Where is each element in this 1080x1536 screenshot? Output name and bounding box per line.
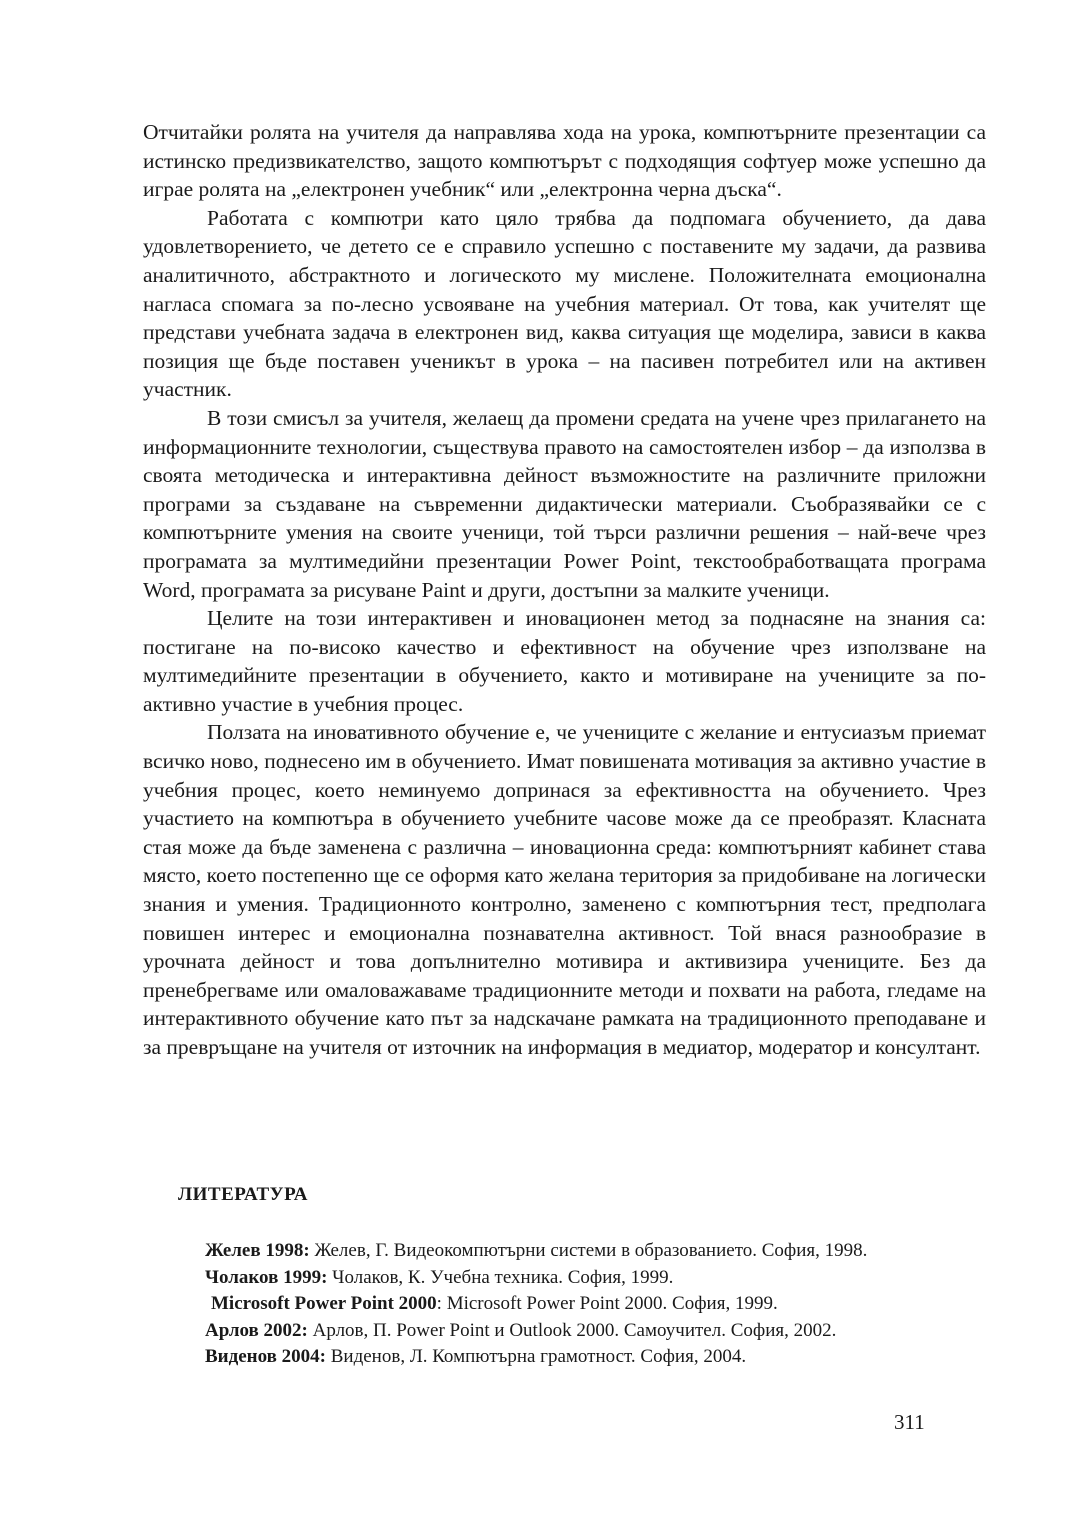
reference-label: Виденов 2004:: [205, 1346, 326, 1367]
reference-text: Желев, Г. Видеокомпютърни системи в образованието. София, 1998.: [309, 1240, 868, 1261]
reference-item: [205, 1238, 1005, 1265]
reference-text: Арлов, П. Power Point и Outlook 2000. Самоучител. София, 2002.: [307, 1319, 837, 1341]
references-list: [205, 1238, 1005, 1371]
paragraph-1: Отчитайки ролята на учителя да направлява хода на урока, компютърните презентации са истинско предизвикателство, защото компютърът с подходящия софтуер може успешно да играе ролята на „електронен учебник“ или „електронна черна дъска“.: [143, 120, 986, 202]
paragraph-5: Ползата на иновативното обучение е, че учениците с желание и ентусиазъм приемат всичко ново, поднесено им в обучението. Имат повишената мотивация за активно участие в учебния процес, което неминуемо допринася за ефективността на обучението. Чрез участието на компютъра в обучението учебните часове може да се преобразят. Класната стая може да бъде заменена с различна – иновационна среда: компютърният кабинет става място, което постепенно ще се оформя като желана територия за придобиване на логически знания и умения. Традиционното контролно, заменено с компютърния тест, предполага повишен интерес и емоционална познавателна активност. Той внася разнообразие в урочната дейност и това допълнително мотивира и активизира учениците. Без да пренебрегваме или омаловажаваме традиционните методи и похвати на работа, гледаме на интерактивното обучение като път за надскачане рамката на традиционното преподаване и за превръщане на учителя от източник на информация в медиатор, модератор и консултант.: [143, 720, 986, 1059]
reference-text: : Microsoft Power Point 2000. София, 1999.: [436, 1293, 778, 1314]
references-heading: ЛИТЕРАТУРА: [178, 1184, 309, 1205]
reference-label: Арлов 2002:: [205, 1319, 308, 1341]
reference-item: [205, 1291, 1005, 1318]
body-text: [143, 118, 986, 1062]
reference-item: [205, 1344, 1005, 1371]
page-number: 311: [894, 1410, 925, 1434]
paragraph-4: Целите на този интерактивен и иновационен метод за поднасяне на знания са: постигане на по-високо качество и ефективност на обучение чрез използване на мултимедийните презентации в обучението, както и мотивиране на учениците за по-активно участие в учебния процес.: [143, 606, 986, 716]
paragraph-3: В този смисъл за учителя, желаещ да промени средата на учене чрез прилагането на информационните технологии, съществува правото на самостоятелен избор – да използва в своята методическа и интерактивна дейност възможностите на различните приложни програми за създаване на съвременни дидактически материали. Съобразявайки се с компютърните умения на своите ученици, той търси различни решения – най-вече чрез програмата за мултимедийни презентации Power Point, текстообработващата програма Word, програмата за рисуване Paint и други, достъпни за малките ученици.: [143, 405, 986, 602]
reference-item: [205, 1265, 1005, 1292]
reference-item: [205, 1318, 1005, 1345]
reference-label: Желев 1998:: [205, 1240, 310, 1261]
reference-label: Microsoft Power Point 2000: [211, 1293, 437, 1314]
reference-text: Виденов, Л. Компютърна грамотност. София, 2004.: [325, 1346, 747, 1367]
reference-text: Чолаков, К. Учебна техника. София, 1999.: [327, 1266, 674, 1288]
paragraph-2: Работата с компютри като цяло трябва да подпомага обучението, да дава удовлетворението, че детето се е справило успешно с поставените му задачи, да развива аналитичното, абстрактното и логическото му мислене. Положителната емоционална нагласа спомага за по-лесно усвояване на учебния материал. От това, как учителят ще представи учебната задача в електронен вид, каква ситуация ще моделира, зависи в каква позиция ще бъде поставен ученикът в урока – на пасивен потребител или на активен участник.: [143, 205, 986, 402]
reference-label: Чолаков 1999:: [205, 1266, 328, 1288]
